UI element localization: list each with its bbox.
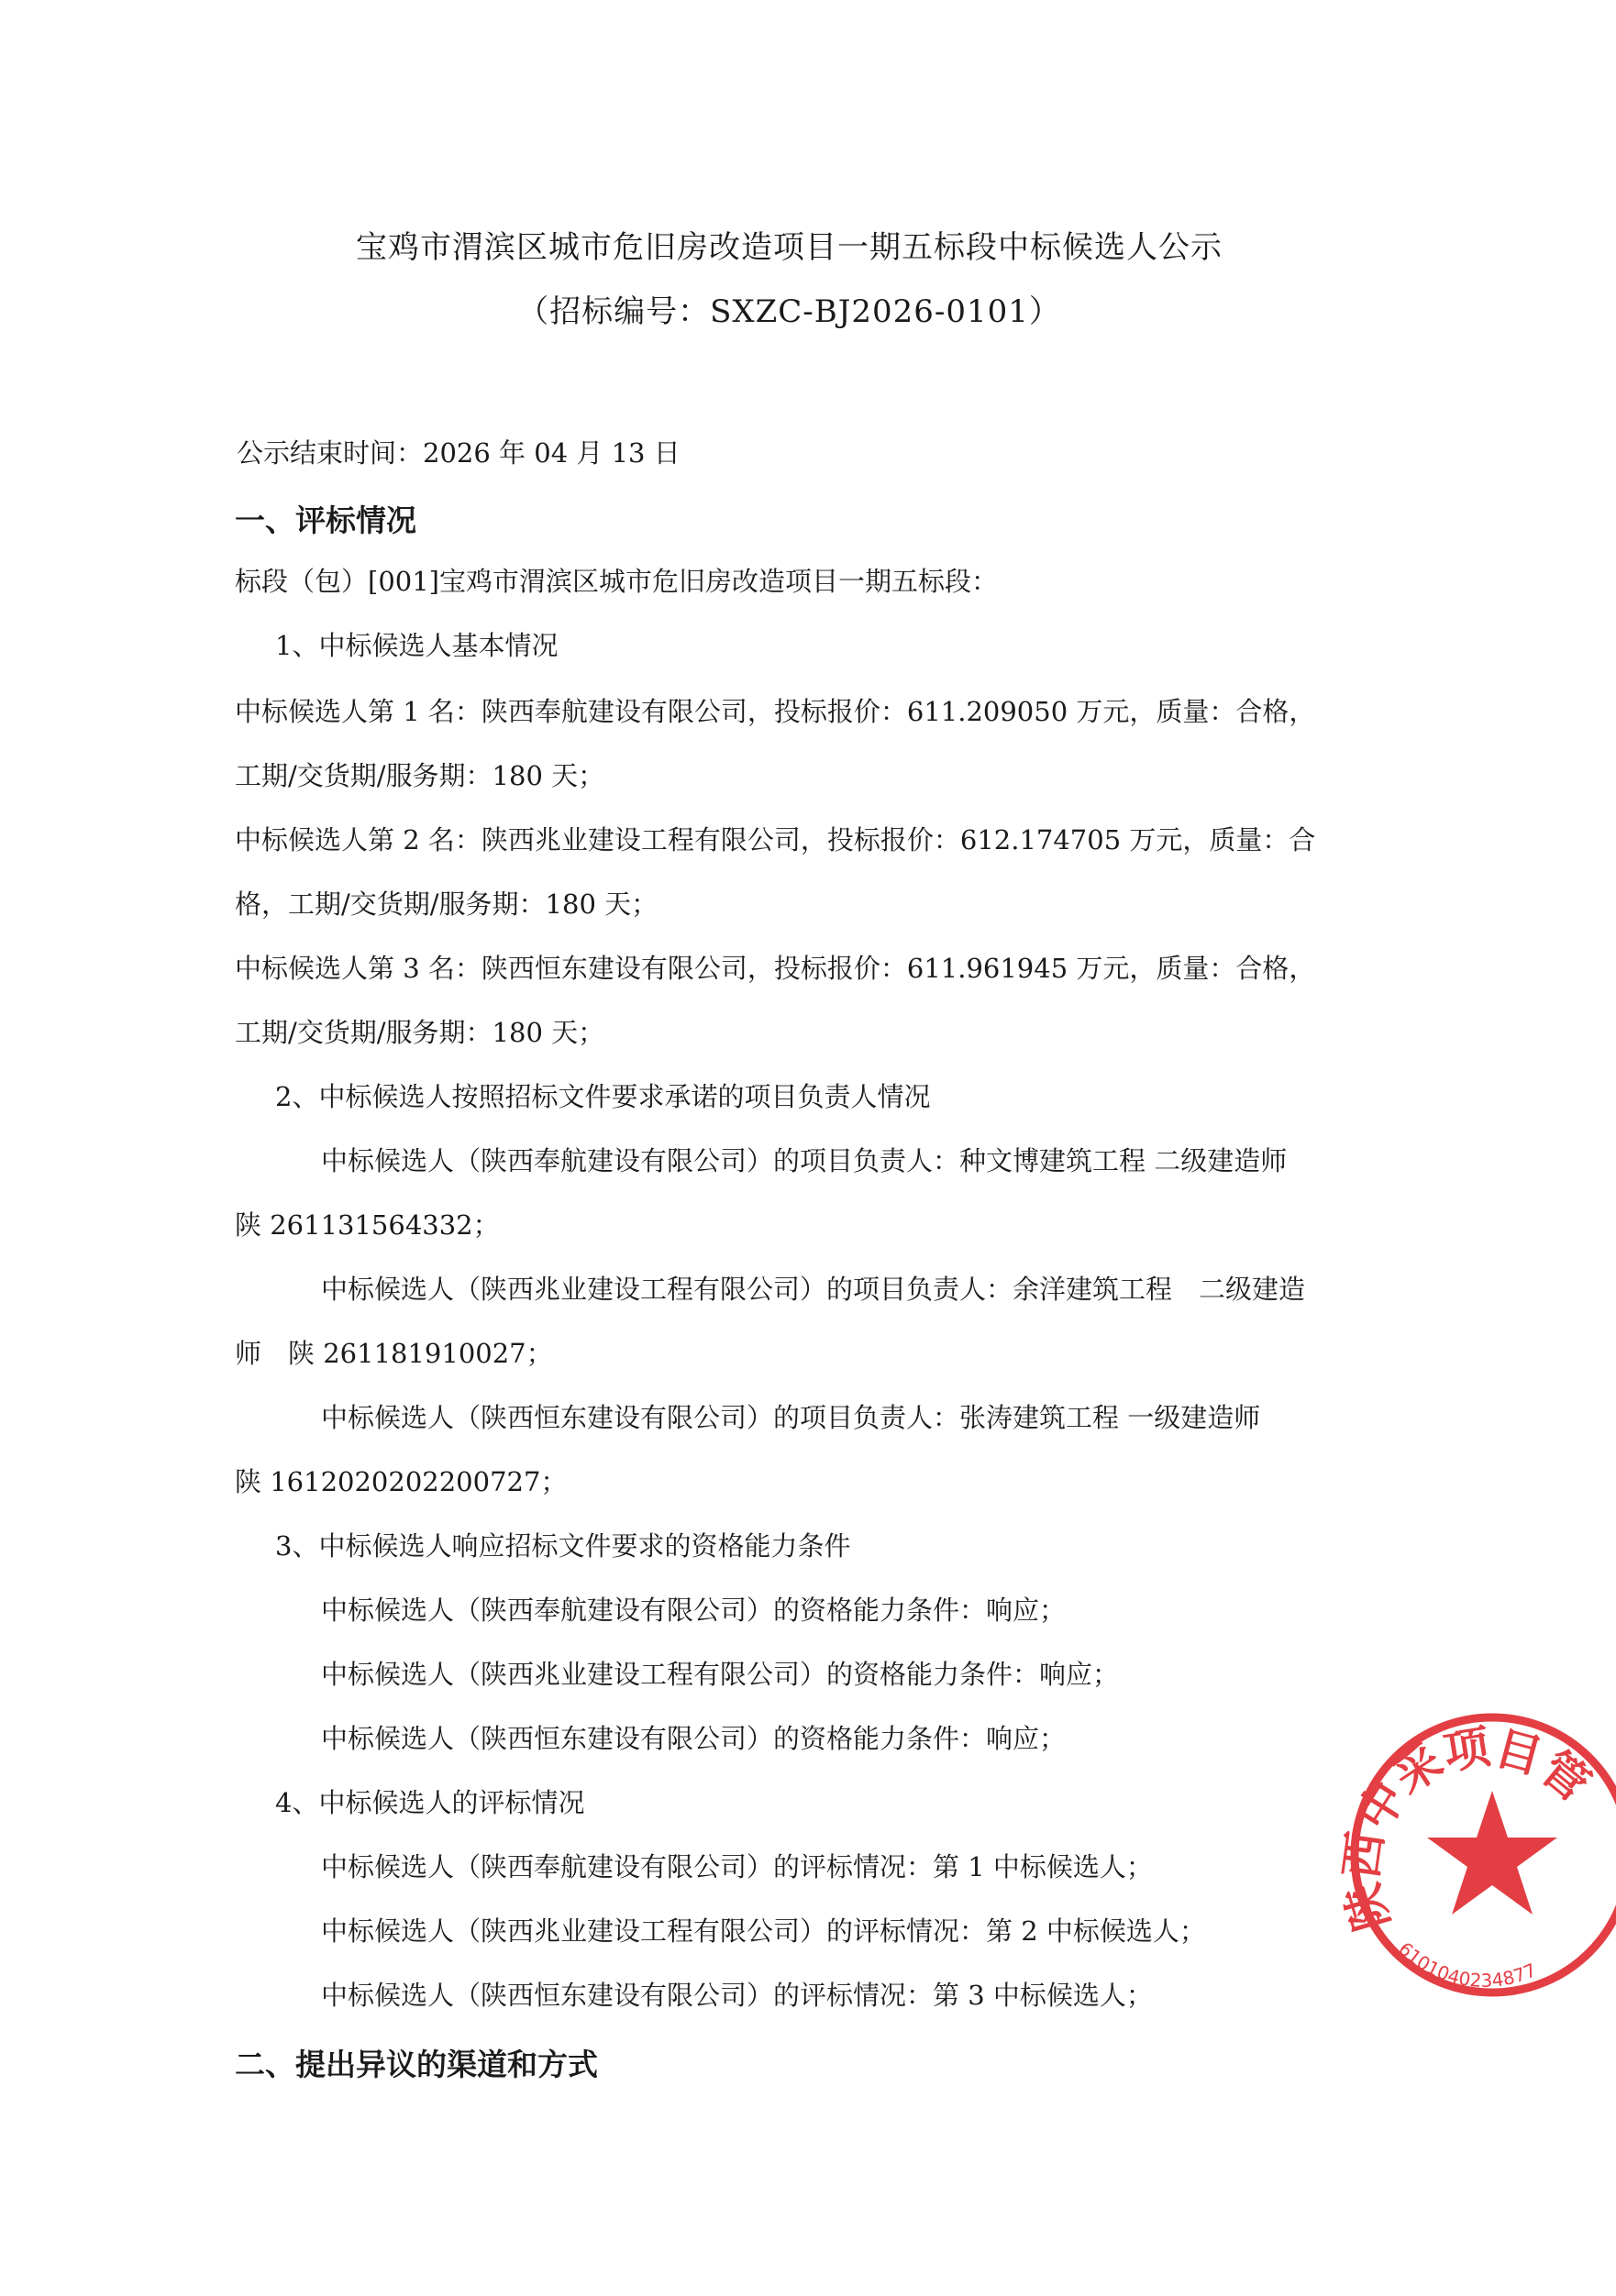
seal-code-text: 6101040234877 [1394,1937,1540,1992]
candidate-1-line2: 工期/交货期/服务期：180 天； [235,760,605,791]
seal-org-text: 陕西中采项目管 [1334,1719,1600,1937]
qualification-2: 中标候选人（陕西兆业建设工程有限公司）的资格能力条件：响应； [321,1659,1120,1690]
sub3-heading: 3、中标候选人响应招标文件要求的资格能力条件 [275,1530,851,1562]
qualification-1: 中标候选人（陕西奉航建设有限公司）的资格能力条件：响应； [321,1595,1067,1626]
document-title: 宝鸡市渭滨区城市危旧房改造项目一期五标段中标候选人公示 [356,229,1223,266]
candidate-3-line1: 中标候选人第 3 名：陕西恒东建设有限公司，投标报价：611.961945 万元，质量：合格， [235,953,1316,984]
section-objection-heading: 二、提出异议的渠道和方式 [235,2047,598,2082]
evaluation-1: 中标候选人（陕西奉航建设有限公司）的评标情况：第 1 中标候选人； [321,1851,1153,1882]
sub2-heading: 2、中标候选人按照招标文件要求承诺的项目负责人情况 [275,1081,931,1112]
manager-2-line2: 师 陕 261181910027； [235,1338,553,1369]
candidate-2-line2: 格，工期/交货期/服务期：180 天； [235,889,659,920]
manager-2-line1: 中标候选人（陕西兆业建设工程有限公司）的项目负责人：余洋建筑工程 二级建造 [321,1274,1306,1305]
candidate-3-line2: 工期/交货期/服务期：180 天； [235,1017,605,1048]
manager-3-line2: 陕 1612020202200727； [235,1466,568,1497]
evaluation-2: 中标候选人（陕西兆业建设工程有限公司）的评标情况：第 2 中标候选人； [321,1915,1206,1947]
announcement-end-time: 公示结束时间：2026 年 04 月 13 日 [237,437,681,469]
section-evaluation-heading: 一、评标情况 [235,502,416,538]
manager-3-line1: 中标候选人（陕西恒东建设有限公司）的项目负责人：张涛建筑工程 一级建造师 [321,1402,1261,1433]
official-seal-stamp [1334,1694,1616,1997]
qualification-3: 中标候选人（陕西恒东建设有限公司）的资格能力条件：响应； [321,1723,1067,1754]
lot-line: 标段（包）[001]宝鸡市渭滨区城市危旧房改造项目一期五标段： [235,566,998,597]
tender-number: （招标编号：SXZC-BJ2026-0101） [517,293,1061,330]
seal-star-icon [1427,1791,1557,1915]
candidate-1-line1: 中标候选人第 1 名：陕西奉航建设有限公司，投标报价：611.209050 万元，质量：合格， [235,696,1316,727]
sub4-heading: 4、中标候选人的评标情况 [275,1787,585,1818]
manager-1-line1: 中标候选人（陕西奉航建设有限公司）的项目负责人：种文博建筑工程 二级建造师 [321,1145,1288,1176]
evaluation-3: 中标候选人（陕西恒东建设有限公司）的评标情况：第 3 中标候选人； [321,1980,1153,2011]
candidate-2-line1: 中标候选人第 2 名：陕西兆业建设工程有限公司，投标报价：612.174705 万元，质量：合 [235,824,1316,855]
manager-1-line2: 陕 261131564332； [235,1209,500,1241]
sub1-heading: 1、中标候选人基本情况 [275,630,559,661]
